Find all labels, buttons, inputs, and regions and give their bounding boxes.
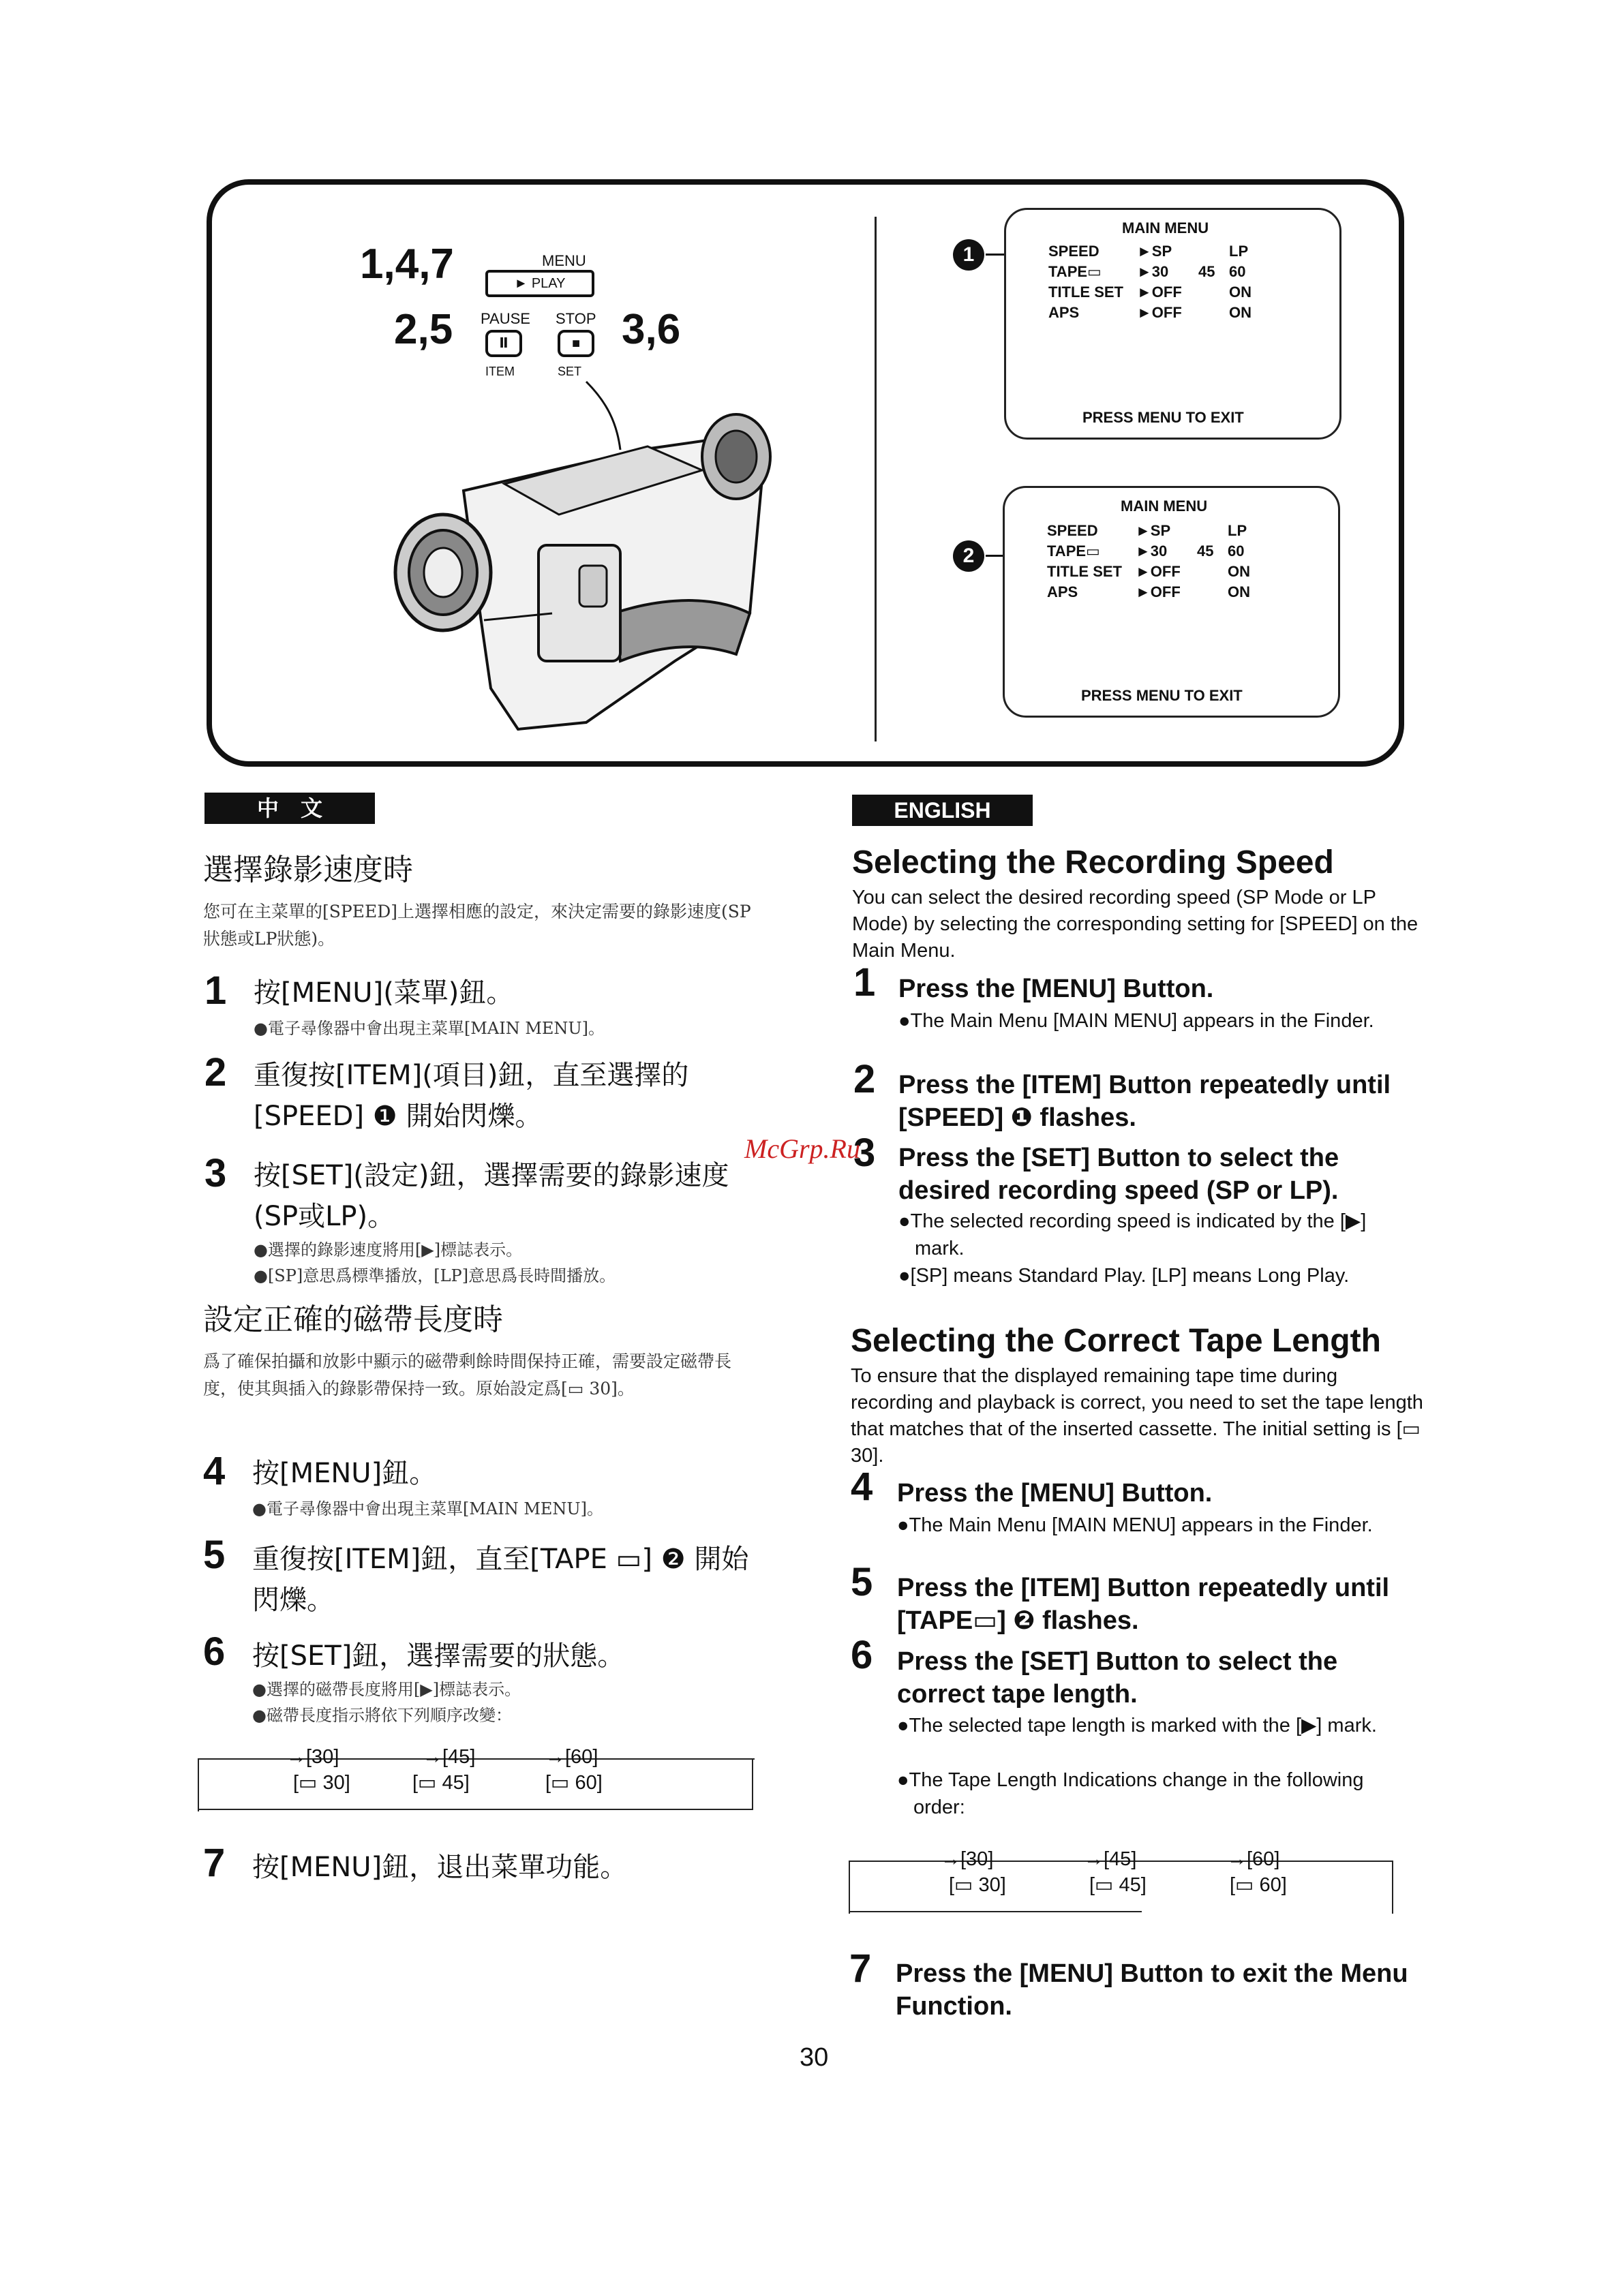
en-heading-recording-speed: Selecting the Recording Speed — [852, 844, 1334, 881]
screen2-exit-text: PRESS MENU TO EXIT — [1081, 687, 1243, 704]
page-number: 30 — [800, 2043, 829, 2072]
en-step-3-note-1: ●The selected recording speed is indicated by the [▶] mark. — [898, 1210, 1367, 1259]
en-step-3: Press the [SET] Button to select the desired recording speed (SP or LP). — [898, 1144, 1339, 1205]
stop-button-label: STOP — [556, 310, 596, 327]
cn-seq-tape-30: [▭ 30] — [293, 1772, 350, 1794]
callout-1: 1 — [953, 239, 984, 271]
en-intro-tape-length: To ensure that the displayed remaining tape time during recording and playback is correct, you need to set the tape length that matches that of the inserted cassette. The initial setting is [▭ 30]. — [851, 1365, 1423, 1467]
screen1-row-title-set: TITLE SET ►OFF ON — [1048, 284, 1252, 301]
cn-tape-sequence-box — [198, 1758, 755, 1811]
menu-screen-2 — [1003, 486, 1340, 718]
en-step-number-7: 7 — [849, 1946, 872, 1991]
set-button-label: SET — [558, 365, 582, 378]
en-step-7: Press the [MENU] Button to exit the Menu Function. — [896, 1959, 1408, 2021]
en-sequence-bottom-edge — [849, 1911, 1142, 1912]
en-step-6-note-1: ●The selected tape length is marked with the [▶] mark. — [897, 1715, 1377, 1736]
figure-divider — [875, 217, 877, 741]
cn-step-3: 按[SET](設定)鈕，選擇需要的錄影速度(SP或LP)。 — [254, 1160, 729, 1232]
en-step-1: Press the [MENU] Button. — [898, 975, 1214, 1003]
screen1-row-speed: SPEED ►SP LP — [1048, 243, 1249, 260]
en-step-number-4: 4 — [851, 1465, 873, 1509]
cn-step-7: 按[MENU]鈕，退出菜單功能。 — [252, 1852, 628, 1883]
pause-button-label: PAUSE — [481, 310, 530, 327]
en-step-number-6: 6 — [851, 1633, 873, 1677]
cn-seq-60: →[60] — [545, 1746, 598, 1768]
label-steps-2-5: 2,5 — [394, 306, 453, 353]
cn-step-6-note-2: ●磁帶長度指示將依下列順序改變： — [252, 1706, 512, 1725]
en-step-4-note: ●The Main Menu [MAIN MENU] appears in the Finder. — [897, 1514, 1373, 1536]
cn-step-number-3: 3 — [204, 1151, 227, 1195]
cn-step-6: 按[SET]鈕，選擇需要的狀態。 — [252, 1640, 625, 1672]
en-seq-45: →[45] — [1084, 1848, 1137, 1870]
en-step-3-note-2: ●[SP] means Standard Play. [LP] means Long Play. — [898, 1265, 1350, 1287]
en-step-number-1: 1 — [853, 960, 876, 1005]
cn-step-4-note: ●電子尋像器中會出現主菜單[MAIN MENU]。 — [252, 1499, 604, 1518]
en-step-6: Press the [SET] Button to select the correct tape length. — [897, 1647, 1338, 1709]
watermark: McGrp.Ru — [744, 1133, 860, 1164]
cn-step-6-note-1: ●選擇的磁帶長度將用[▶]標誌表示。 — [252, 1680, 521, 1699]
menu-button-label: MENU — [542, 252, 586, 269]
en-step-2: Press the [ITEM] Button repeatedly until [SPEED] ❶ flashes. — [898, 1071, 1391, 1132]
label-steps-1-4-7: 1,4,7 — [360, 241, 454, 288]
en-step-number-3: 3 — [853, 1131, 876, 1175]
menu-screen-1 — [1004, 208, 1341, 440]
cn-heading-recording-speed: 選擇錄影速度時 — [203, 853, 413, 887]
cn-step-3-note-2: ●[SP]意思爲標準播放，[LP]意思爲長時間播放。 — [254, 1266, 616, 1285]
en-step-number-2: 2 — [853, 1057, 876, 1101]
cn-step-number-1: 1 — [204, 968, 227, 1013]
screen1-row-aps: APS ►OFF ON — [1048, 304, 1252, 321]
en-intro-recording-speed: You can select the desired recording speed (SP Mode or LP Mode) by selecting the corresponding setting for [SPEED] on the Main Menu. — [852, 887, 1419, 962]
chinese-section-bar: 中 文 — [204, 793, 375, 824]
cn-heading-tape-length: 設定正確的磁帶長度時 — [203, 1302, 503, 1337]
stop-set-button: ■ — [558, 330, 594, 357]
cn-step-number-5: 5 — [203, 1533, 226, 1577]
en-seq-60: →[60] — [1227, 1848, 1280, 1870]
en-step-1-note: ●The Main Menu [MAIN MENU] appears in the Finder. — [898, 1010, 1374, 1032]
cn-sequence-right-edge — [752, 1758, 753, 1810]
screen2-row-tape: TAPE▭ ►30 45 60 — [1047, 542, 1245, 560]
screen2-row-title-set: TITLE SET ►OFF ON — [1047, 563, 1250, 580]
en-seq-tape-45: [▭ 45] — [1089, 1874, 1147, 1896]
cn-seq-tape-60: [▭ 60] — [545, 1772, 603, 1794]
cn-step-2: 重復按[ITEM](項目)鈕，直至選擇的[SPEED] ❶ 開始閃爍。 — [254, 1060, 689, 1132]
screen2-row-aps: APS ►OFF ON — [1047, 583, 1250, 600]
cn-step-4: 按[MENU]鈕。 — [252, 1458, 437, 1489]
callout-2: 2 — [953, 540, 984, 572]
en-step-number-5: 5 — [851, 1560, 873, 1604]
screen2-title: MAIN MENU — [1121, 498, 1208, 515]
play-menu-button: ► PLAY — [485, 270, 594, 297]
cn-step-1: 按[MENU](菜單)鈕。 — [254, 977, 514, 1009]
english-section-bar: ENGLISH — [852, 795, 1033, 826]
camcorder-illustration — [382, 368, 818, 750]
cn-step-number-2: 2 — [204, 1050, 227, 1095]
screen1-title: MAIN MENU — [1122, 219, 1209, 236]
screen2-row-speed: SPEED ►SP LP — [1047, 522, 1247, 539]
cn-intro-recording-speed: 您可在主菜單的[SPEED]上選擇相應的設定，來決定需要的錄影速度(SP狀態或LP狀態)。 — [203, 902, 751, 949]
label-steps-3-6: 3,6 — [622, 306, 681, 353]
cn-sequence-bottom-edge — [198, 1809, 753, 1810]
item-button-label: ITEM — [485, 365, 515, 378]
en-step-5: Press the [ITEM] Button repeatedly until [TAPE▭] ❷ flashes. — [897, 1574, 1390, 1635]
screen1-exit-text: PRESS MENU TO EXIT — [1082, 409, 1244, 426]
cn-intro-tape-length: 爲了確保拍攝和放影中顯示的磁帶剩餘時間保持正確，需要設定磁帶長度，使其與插入的錄影帶保持一致。原始設定爲[▭ 30]。 — [203, 1351, 732, 1398]
en-heading-tape-length: Selecting the Correct Tape Length — [851, 1323, 1381, 1359]
pause-item-button: Ⅱ — [485, 330, 522, 357]
cn-step-number-7: 7 — [203, 1841, 226, 1885]
en-seq-tape-60: [▭ 60] — [1230, 1874, 1287, 1896]
screen1-row-tape: TAPE▭ ►30 45 60 — [1048, 263, 1246, 280]
cn-step-3-note-1: ●選擇的錄影速度將用[▶]標誌表示。 — [254, 1240, 523, 1259]
en-step-4: Press the [MENU] Button. — [897, 1479, 1213, 1507]
cn-step-number-4: 4 — [203, 1449, 226, 1493]
en-seq-tape-30: [▭ 30] — [949, 1874, 1006, 1896]
cn-step-number-6: 6 — [203, 1629, 226, 1674]
en-step-6-note-2: ●The Tape Length Indications change in the following order: — [897, 1769, 1364, 1818]
cn-step-5: 重復按[ITEM]鈕，直至[TAPE ▭] ❷ 開始閃爍。 — [252, 1544, 749, 1616]
cn-step-1-note: ●電子尋像器中會出現主菜單[MAIN MENU]。 — [254, 1019, 605, 1038]
cn-seq-45: →[45] — [423, 1746, 476, 1768]
cn-seq-30: →[30] — [286, 1746, 339, 1768]
en-seq-30: →[30] — [941, 1848, 994, 1870]
cn-seq-tape-45: [▭ 45] — [412, 1772, 470, 1794]
